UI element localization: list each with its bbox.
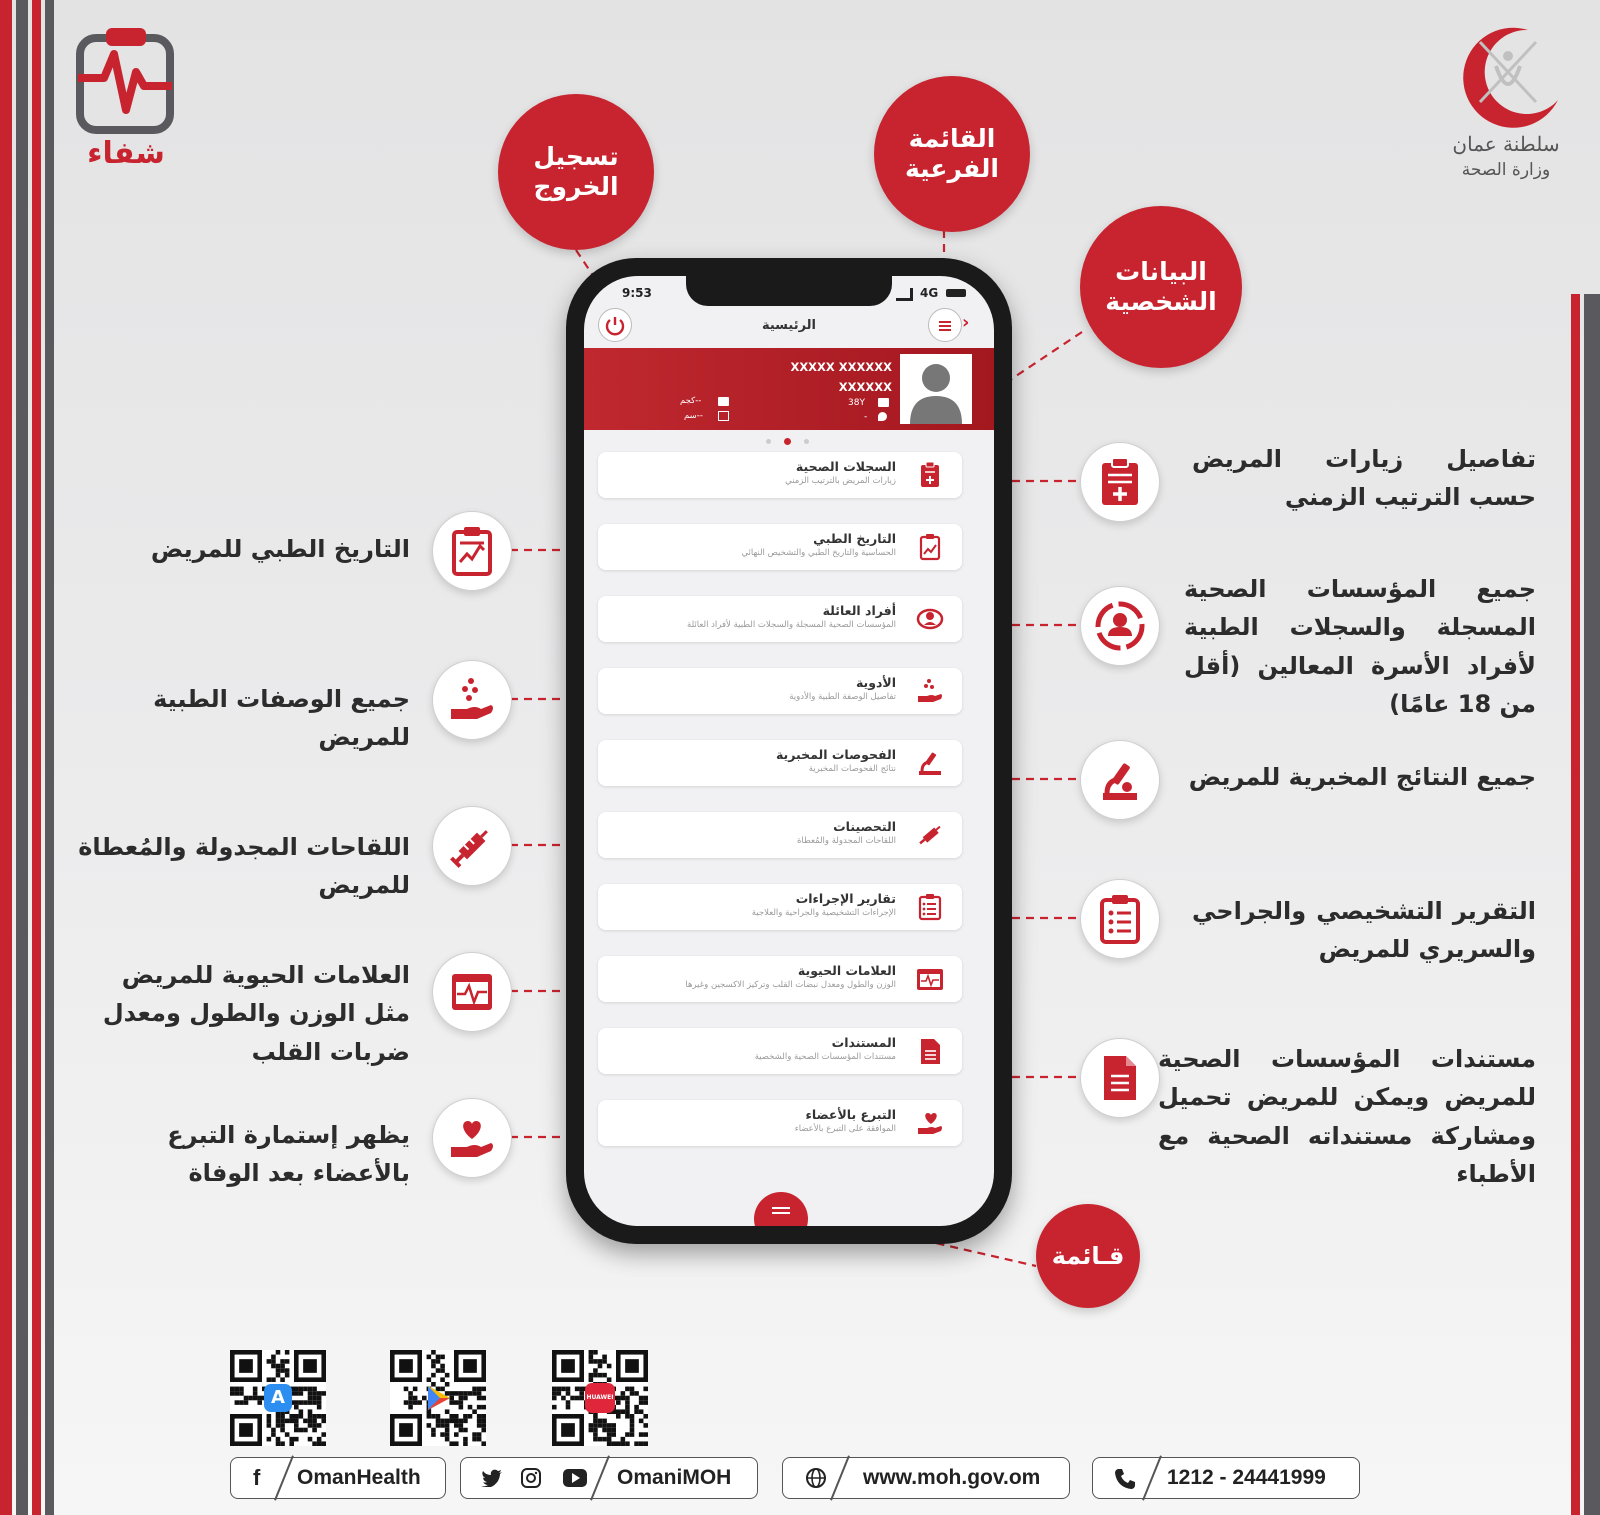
- personal-data-callout: البيانات الشخصية: [1080, 206, 1242, 368]
- menu-card-subtitle: مستندات المؤسسات الصحية والشخصية: [754, 1052, 896, 1062]
- desc-organ-donation: يظهر إستمارة التبرع بالأعضاء بعد الوفاة: [167, 1121, 410, 1188]
- family-icon: [916, 605, 944, 633]
- logout-callout: تسجيل الخروج: [498, 94, 654, 250]
- desc-prescriptions: جميع الوصفات الطبية للمريض: [153, 685, 410, 752]
- phone-number: 1212 - 24441999: [1167, 1466, 1326, 1489]
- menu-card-5[interactable]: [598, 740, 962, 786]
- desc-vitals: العلامات الحيوية للمريض مثل الوزن والطول ومعدل ضربات القلب: [102, 961, 410, 1066]
- qr-app-store[interactable]: [230, 1350, 326, 1446]
- menu-card-title: التحصينات: [833, 819, 896, 834]
- menu-card-subtitle: الموافقة على التبرع بالأعضاء: [794, 1124, 896, 1134]
- prescriptions-ring: [432, 660, 512, 740]
- family-icon: [1094, 600, 1146, 652]
- bottom-menu-button[interactable]: [754, 1192, 808, 1226]
- heart-hand-icon: [916, 1109, 944, 1137]
- document-icon: [1100, 1054, 1140, 1102]
- menu-card-9[interactable]: [598, 1028, 962, 1074]
- weight-scale-icon: [718, 397, 729, 406]
- menu-card-subtitle: الحساسية والتاريخ الطبي والتشخيص النهائي: [741, 548, 896, 558]
- visits-ring: [1080, 442, 1160, 522]
- menu-card-4[interactable]: [598, 668, 962, 714]
- menu-card-subtitle: نتائج الفحوصات المخبرية: [808, 764, 896, 774]
- social-handle: OmaniMOH: [617, 1466, 732, 1489]
- checklist-icon: [916, 893, 944, 921]
- vitals-monitor-icon: [916, 965, 944, 993]
- shifa-logo-text: شفاء: [87, 136, 165, 171]
- desc-documents: مستندات المؤسسات الصحية للمريض ويمكن للمريض تحميل ومشاركة مستنداته الصحية مع الأطباء: [1158, 1045, 1536, 1189]
- menu-card-title: المستندات: [831, 1035, 896, 1050]
- desc-vaccinations: اللقاحات المجدولة والمُعطاة للمريض: [78, 833, 410, 900]
- menu-card-2[interactable]: [598, 524, 962, 570]
- page-title: الرئيسية: [761, 318, 817, 333]
- website-url: www.moh.gov.om: [863, 1466, 1041, 1489]
- menu-card-title: الفحوصات المخبرية: [775, 747, 896, 762]
- phone-pill[interactable]: [1092, 1457, 1360, 1499]
- huawei-appgallery-icon: HUAWEI: [585, 1383, 615, 1413]
- menu-card-6[interactable]: [598, 812, 962, 858]
- website-pill[interactable]: [782, 1457, 1070, 1499]
- submenu-button[interactable]: [928, 308, 962, 342]
- status-network: 4G: [920, 286, 939, 300]
- vaccinations-ring: [432, 806, 512, 886]
- vitals-monitor-icon: [448, 970, 496, 1014]
- phone-screen: [584, 276, 994, 1226]
- desc-procedures: التقرير التشخيصي والجراحي والسريري للمريض: [1192, 897, 1536, 964]
- menu-card-subtitle: الإجراءات التشخيصية والجراحية والعلاجية: [751, 908, 896, 918]
- menu-card-title: التبرع بالأعضاء: [805, 1107, 896, 1122]
- qr-google-play[interactable]: [390, 1350, 486, 1446]
- youtube-icon: [563, 1469, 587, 1487]
- facebook-pill[interactable]: [230, 1457, 446, 1499]
- instagram-icon: [521, 1468, 541, 1488]
- profile-card[interactable]: [584, 348, 994, 430]
- syringe-icon: [916, 821, 944, 849]
- status-time: 9:53: [622, 286, 652, 300]
- desc-lab: جميع النتائج المخبرية للمريض: [1188, 763, 1536, 791]
- menu-card-subtitle: المؤسسات الصحية المسجلة والسجلات الطبية لأفراد العائلة: [687, 620, 896, 630]
- pager-dots: [762, 438, 816, 446]
- facebook-icon: f: [253, 1465, 261, 1490]
- family-ring: [1080, 586, 1160, 666]
- menu-card-10[interactable]: [598, 1100, 962, 1146]
- menu-lines-icon: [754, 1192, 808, 1222]
- menu-card-8[interactable]: [598, 956, 962, 1002]
- qr-huawei[interactable]: [552, 1350, 648, 1446]
- phone-notch: [686, 276, 892, 306]
- menu-card-subtitle: الوزن والطول ومعدل نبضات القلب وتركيز الاكسجين وغيرها: [685, 980, 896, 990]
- microscope-icon: [916, 749, 944, 777]
- menu-card-title: السجلات الصحية: [795, 459, 896, 474]
- profile-name-1: XXXXX XXXXXX: [790, 360, 892, 374]
- menu-card-title: أفراد العائلة: [822, 603, 896, 618]
- social-pill[interactable]: [460, 1457, 758, 1499]
- checklist-icon: [1098, 894, 1142, 944]
- battery-icon: [946, 289, 966, 297]
- ministry-name-line1: سلطنة عمان: [1452, 132, 1560, 156]
- procedures-ring: [1080, 879, 1160, 959]
- profile-name-2: XXXXXX: [838, 380, 892, 394]
- calendar-icon: [878, 398, 889, 407]
- menu-card-subtitle: زيارات المريض بالترتيب الزمني: [785, 476, 896, 486]
- organ-donation-ring: [432, 1098, 512, 1178]
- submenu-callout: القائمة الفرعية: [874, 76, 1030, 232]
- vitals-ring: [432, 952, 512, 1032]
- menu-card-title: تقارير الإجراءات: [795, 891, 896, 906]
- menu-callout: قـائمة: [1036, 1204, 1140, 1308]
- app-store-icon: A: [264, 1384, 292, 1412]
- desc-medical-history: التاريخ الطبي للمريض: [150, 535, 410, 563]
- menu-card-title: الأدوية: [855, 675, 896, 690]
- ministry-name-line2: وزارة الصحة: [1461, 160, 1551, 180]
- menu-card-subtitle: اللقاحات المجدولة والمُعطاة: [796, 836, 896, 846]
- menu-card-3[interactable]: [598, 596, 962, 642]
- clipboard-chart-icon: [450, 526, 494, 576]
- menu-card-subtitle: تفاصيل الوصفة الطبية والأدوية: [789, 692, 896, 702]
- profile-blood: -: [864, 412, 868, 422]
- profile-height: --سم: [684, 411, 703, 421]
- clipboard-plus-icon: [1098, 457, 1142, 507]
- documents-ring: [1080, 1038, 1160, 1118]
- lab-ring: [1080, 740, 1160, 820]
- signal-icon: [896, 288, 913, 301]
- pills-hand-icon: [916, 677, 944, 705]
- desc-family: جميع المؤسسات الصحية المسجلة والسجلات الطبية لأفراد الأسرة المعالين (أقل من 18 عامًا): [1184, 575, 1536, 719]
- microscope-icon: [1097, 757, 1143, 803]
- syringe-icon: [447, 821, 497, 871]
- profile-age: 38Y: [848, 398, 865, 408]
- globe-icon: [805, 1467, 827, 1489]
- twitter-icon: [481, 1469, 503, 1487]
- pills-hand-icon: [447, 675, 497, 725]
- profile-weight: --كجم: [680, 396, 702, 406]
- phone-mockup: [566, 258, 1012, 1244]
- menu-card-title: التاريخ الطبي: [813, 531, 896, 546]
- desc-visits: تفاصيل زيارات المريض حسب الترتيب الزمني: [1192, 445, 1536, 512]
- facebook-handle: OmanHealth: [297, 1466, 421, 1489]
- height-ruler-icon: [718, 411, 729, 421]
- chevron-right-icon[interactable]: ›: [962, 312, 970, 333]
- list-icon: [929, 309, 961, 341]
- profile-avatar: [900, 354, 972, 424]
- menu-card-1[interactable]: [598, 452, 962, 498]
- user-avatar-icon: [900, 354, 972, 424]
- clipboard-plus-icon: [916, 461, 944, 489]
- clipboard-chart-icon: [916, 533, 944, 561]
- document-icon: [916, 1037, 944, 1065]
- google-play-icon: [426, 1384, 452, 1412]
- menu-card-7[interactable]: [598, 884, 962, 930]
- phone-icon: [1113, 1467, 1137, 1491]
- medical-history-ring: [432, 511, 512, 591]
- menu-card-title: العلامات الحيوية: [797, 963, 896, 978]
- heart-hand-icon: [447, 1113, 497, 1163]
- blood-drop-icon: [878, 412, 887, 421]
